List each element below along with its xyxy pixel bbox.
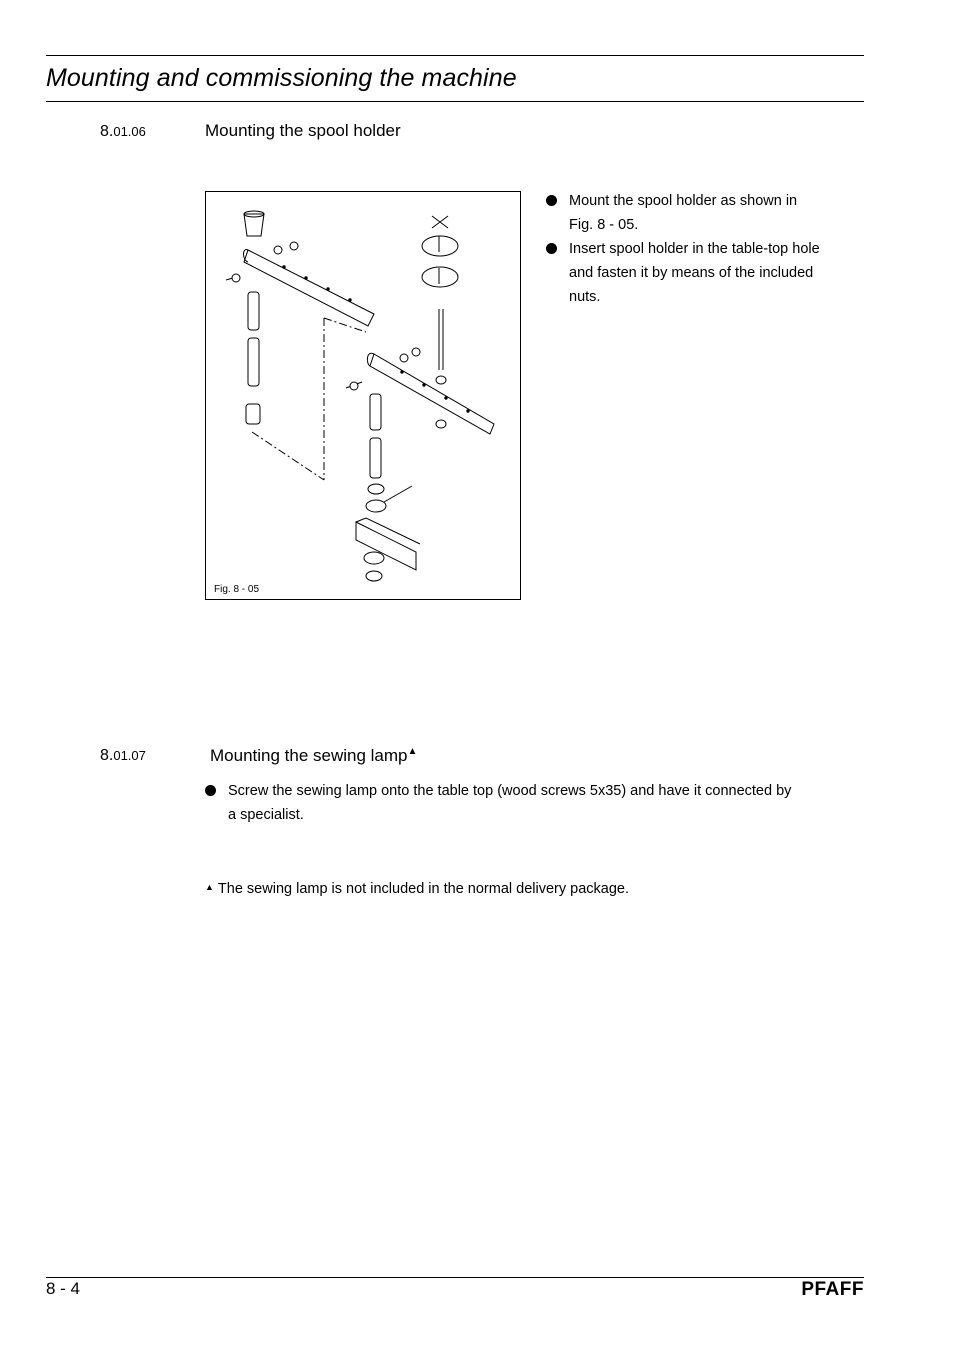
figure-spool-holder (205, 191, 521, 600)
sewing-lamp-instructions (205, 779, 865, 827)
footnote-marker-icon: ▲ (205, 882, 214, 892)
bullet-text: Mount the spool holder as shown in (569, 193, 798, 209)
list-item (546, 189, 856, 237)
section-title-spool-holder: Mounting the spool holder (205, 121, 401, 140)
brand-logo: PFAFF (801, 1279, 864, 1300)
section-number-major: 8. (100, 747, 114, 764)
footnote (205, 881, 629, 897)
chapter-title: Mounting and commissioning the machine (46, 64, 517, 92)
bullet-text: Insert spool holder in the table-top hole (569, 241, 820, 257)
bullet-text: nuts. (569, 289, 601, 305)
list-item (546, 237, 856, 309)
bullet-text: Screw the sewing lamp onto the table top (wood screws 5x35) and have it connected by (228, 783, 792, 799)
section-number-spool-holder (100, 123, 146, 141)
spool-holder-diagram (206, 192, 522, 601)
section-number-major: 8. (100, 123, 114, 140)
bullet-text: a specialist. (228, 807, 304, 823)
bullet-icon (205, 785, 216, 796)
section-number-minor: 01.07 (113, 748, 146, 763)
footnote-text: The sewing lamp is not included in the normal delivery package. (217, 881, 629, 897)
bullet-text: and fasten it by means of the included (569, 265, 814, 281)
section-title-text: Mounting the sewing lamp (210, 746, 408, 765)
spool-holder-instructions (546, 189, 856, 309)
figure-caption: Fig. 8 - 05 (214, 584, 260, 595)
bullet-icon (546, 243, 557, 254)
footnote-marker-icon: ▲ (407, 746, 418, 757)
section-number-sewing-lamp (100, 747, 146, 765)
footer-rule (46, 1277, 864, 1278)
bullet-icon (546, 195, 557, 206)
header-top-rule (46, 55, 864, 56)
section-number-minor: 01.06 (113, 124, 146, 139)
section-title-sewing-lamp (210, 746, 417, 766)
header-bottom-rule (46, 101, 864, 102)
page-number: 8 - 4 (46, 1279, 81, 1298)
list-item (205, 779, 865, 827)
bullet-text: Fig. 8 - 05. (569, 217, 639, 233)
